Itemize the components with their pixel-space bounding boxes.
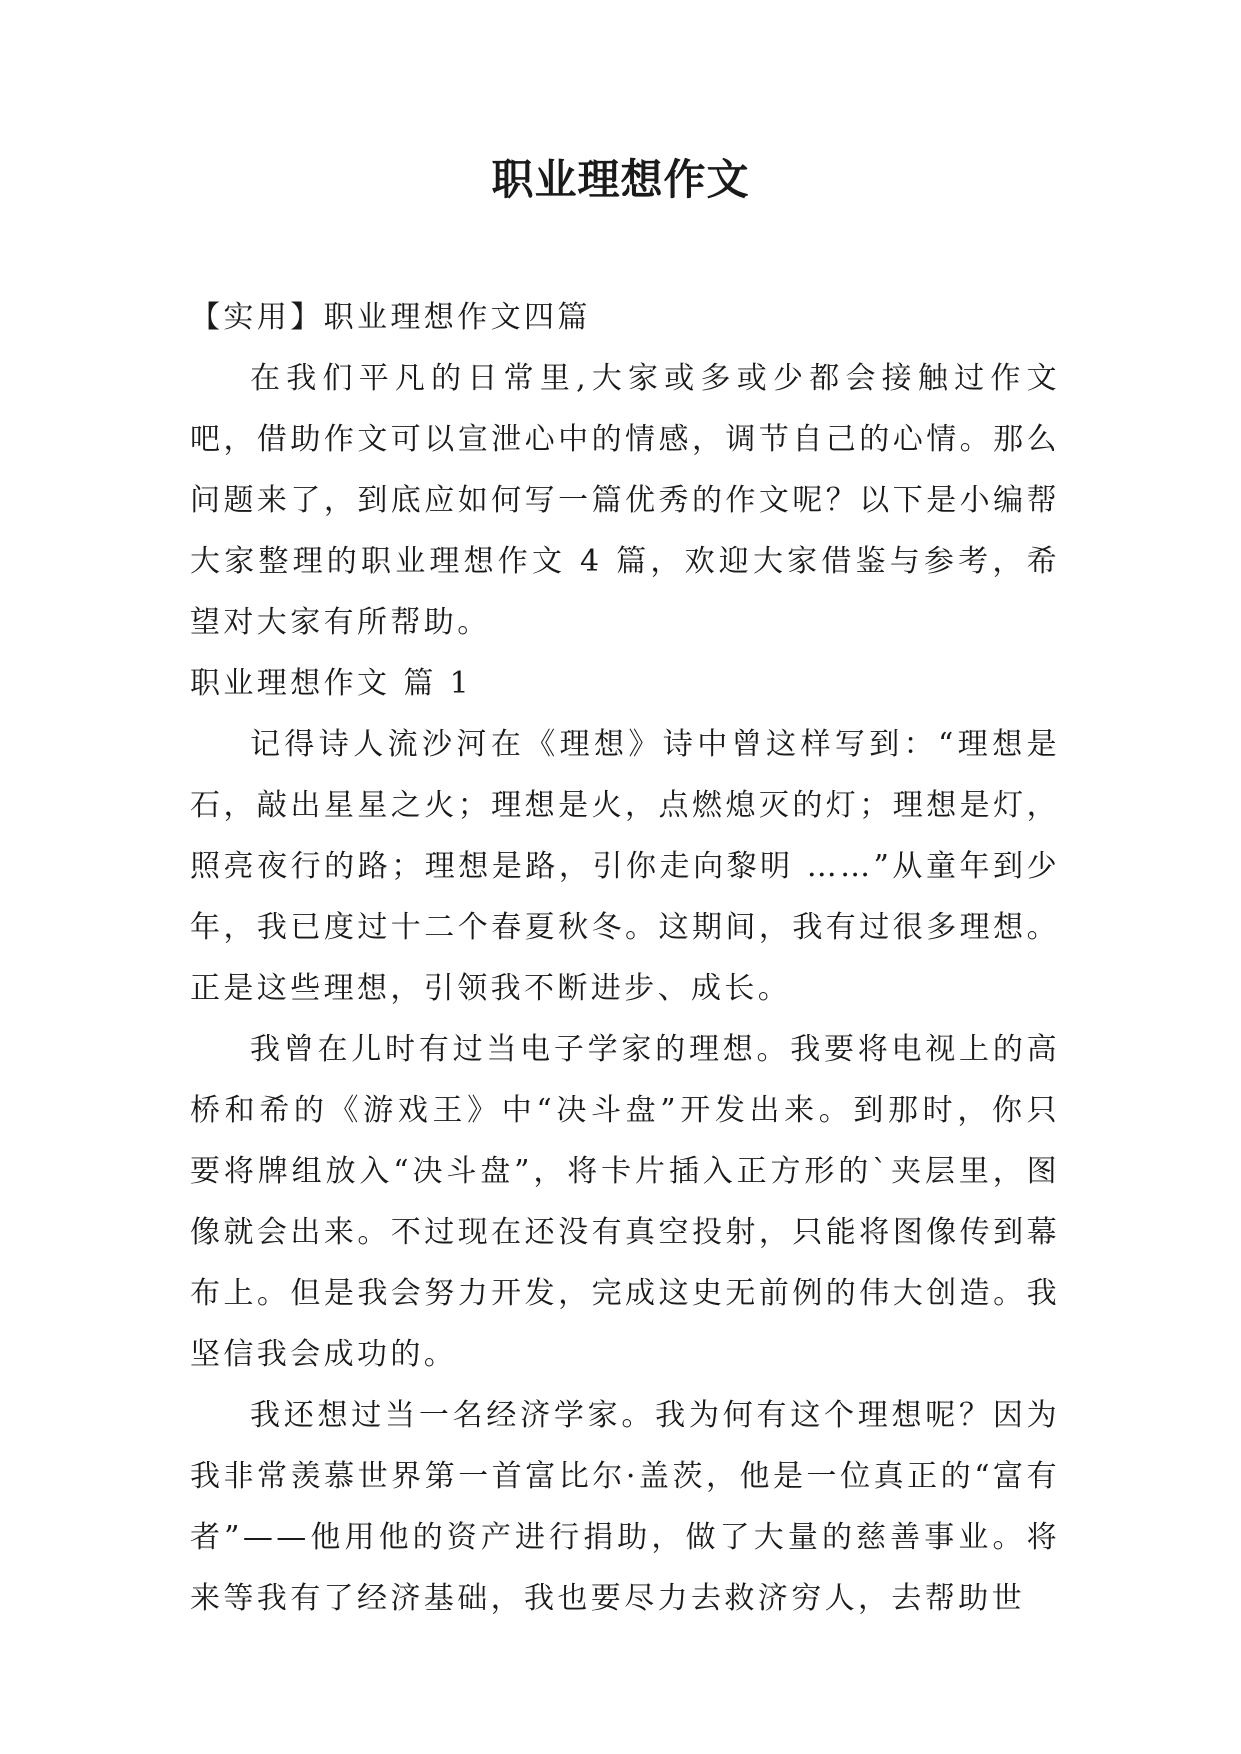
body-paragraph: 记得诗人流沙河在《理想》诗中曾这样写到：“理想是石，敲出星星之火；理想是火，点燃熄灭的灯；理想是灯，照亮夜行的路；理想是路，引你走向黎明 ……”从童年到少年，我已度过十二个春夏秋冬。这期间，我有过很多理想。正是这些理想，引领我不断进步、成长。 bbox=[190, 727, 1060, 1006]
document-subtitle: 【实用】职业理想作文四篇 bbox=[190, 300, 591, 335]
document-title: 职业理想作文 bbox=[491, 155, 750, 204]
intro-paragraph: 在我们平凡的日常里,大家或多或少都会接触过作文吧，借助作文可以宣泄心中的情感，调节自己的心情。那么问题来了，到底应如何写一篇优秀的作文呢？以下是小编帮大家整理的职业理想作文 4 篇，欢迎大家借鉴与参考，希望对大家有所帮助。 bbox=[190, 361, 1060, 640]
section-heading: 职业理想作文 篇 1 bbox=[190, 666, 473, 701]
body-paragraph: 我曾在儿时有过当电子学家的理想。我要将电视上的高桥和希的《游戏王》中“决斗盘”开发出来。到那时，你只要将牌组放入“决斗盘”，将卡片插入正方形的`夹层里，图像就会出来。不过现在还没有真空投射，只能将图像传到幕布上。但是我会努力开发，完成这史无前例的伟大创造。我坚信我会成功的。 bbox=[190, 1032, 1060, 1372]
body-paragraph: 我还想过当一名经济学家。我为何有这个理想呢？因为我非常羡慕世界第一首富比尔·盖茨，他是一位真正的“富有者”——他用他的资产进行捐助，做了大量的慈善事业。将来等我有了经济基础，我也要尽力去救济穷人，去帮助世 bbox=[190, 1398, 1060, 1616]
document-body bbox=[190, 287, 1060, 1629]
